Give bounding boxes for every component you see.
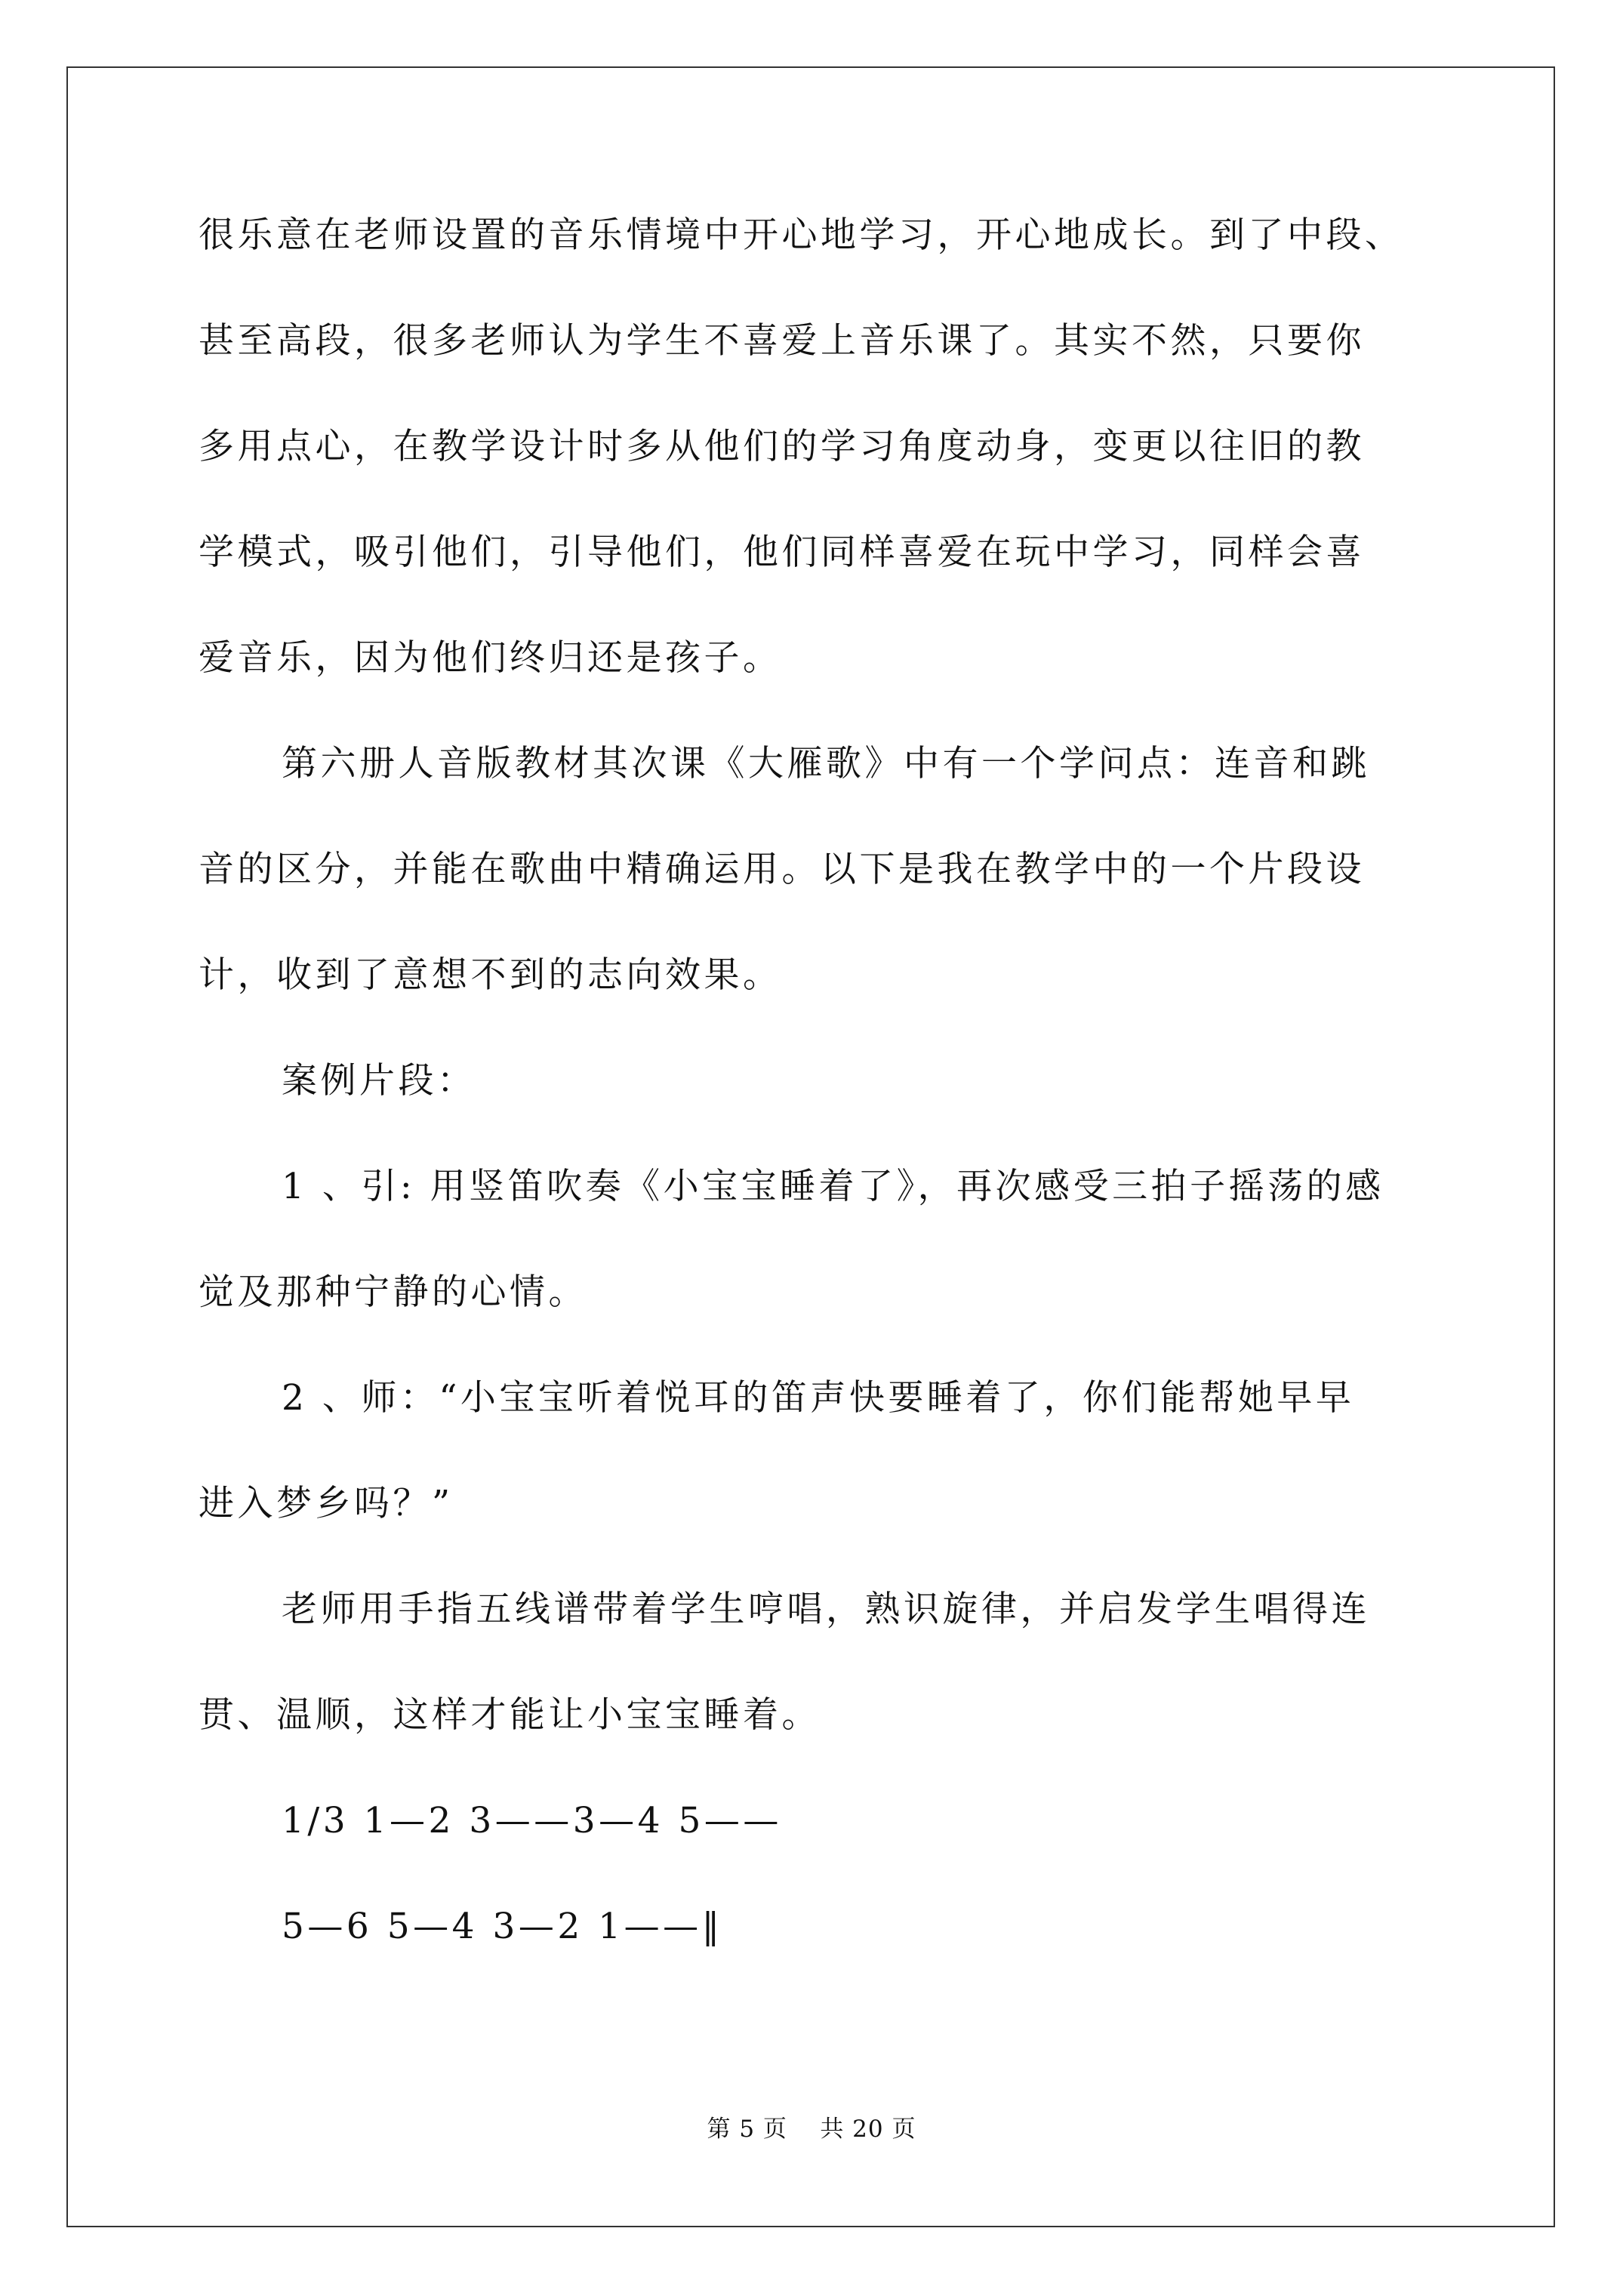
paragraph-line: 第六册人音版教材其次课《大雁歌》中有一个学问点：连音和跳 (282, 743, 1370, 784)
paragraph-line: 很乐意在老师设置的音乐情境中开心地学习，开心地成长。到了中段、 (199, 214, 1404, 256)
music-notation-line: 1/3 1—2 3——3—4 5—— (282, 1800, 782, 1841)
paragraph-line: 爱音乐，因为他们终归还是孩子。 (199, 637, 782, 679)
paragraph-line: 甚至高段，很多老师认为学生不喜爱上音乐课了。其实不然，只要你 (199, 320, 1365, 362)
paragraph-line: 多用点心，在教学设计时多从他们的学习角度动身，变更以往旧的教 (199, 426, 1365, 467)
paragraph-line: 学模式，吸引他们，引导他们，他们同样喜爱在玩中学习，同样会喜 (199, 532, 1365, 573)
section-heading: 案例片段： (282, 1060, 476, 1102)
music-notation-line: 5—6 5—4 3—2 1——‖ (282, 1906, 723, 1947)
paragraph-line: 老师用手指五线谱带着学生哼唱，熟识旋律，并启发学生唱得连 (282, 1589, 1370, 1630)
page-border (66, 66, 1555, 2227)
paragraph-line: 音的区分，并能在歌曲中精确运用。以下是我在教学中的一个片段设 (199, 849, 1365, 890)
paragraph-line: 贯、温顺，这样才能让小宝宝睡着。 (199, 1694, 821, 1736)
paragraph-line: 觉及那种宁静的心情。 (199, 1271, 587, 1313)
paragraph-line: 进入梦乡吗？” (199, 1483, 454, 1524)
paragraph-line: 2 、师：“小宝宝听着悦耳的笛声快要睡着了，你们能帮她早早 (282, 1377, 1355, 1419)
paragraph-line: 计，收到了意想不到的志向效果。 (199, 954, 782, 996)
page-number-footer: 第 5 页 共 20 页 (707, 2116, 916, 2143)
paragraph-line: 1 、引: 用竖笛吹奏《小宝宝睡着了》，再次感受三拍子摇荡的感 (282, 1166, 1384, 1207)
